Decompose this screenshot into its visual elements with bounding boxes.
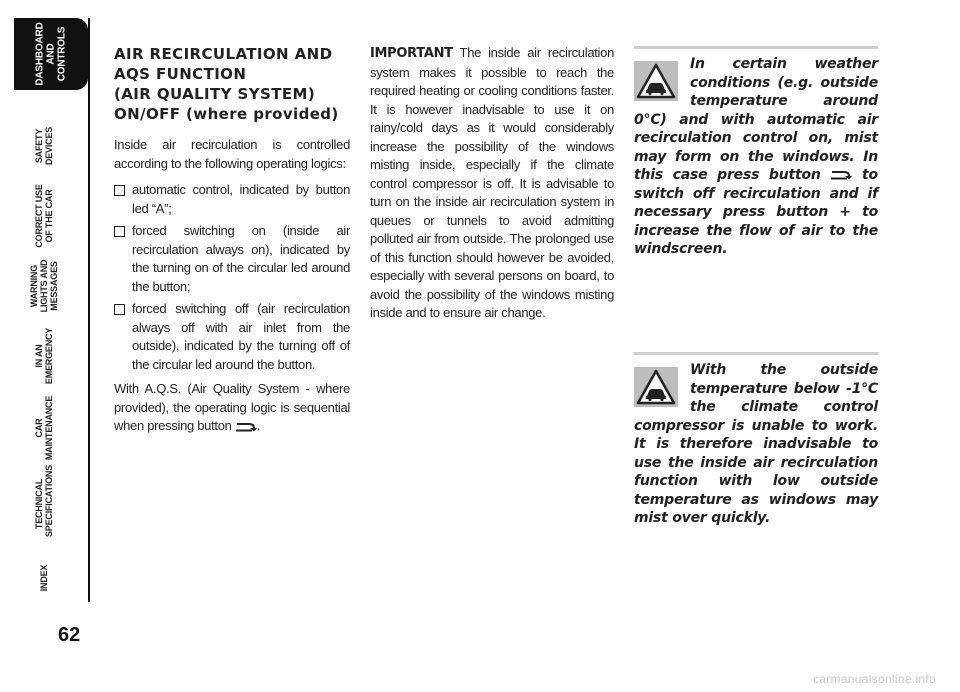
- title-line: AQS FUNCTION: [114, 65, 247, 83]
- checkbox-bullet-icon: [114, 185, 125, 196]
- tab-dashboard-and-controls[interactable]: [14, 18, 88, 90]
- tab-label: IN AN EMERGENCY: [34, 327, 54, 385]
- watermark: carmanualsonline.info: [812, 672, 936, 686]
- warning-box-compressor: [634, 352, 878, 528]
- tab-label: CORRECT USE OF THE CAR: [34, 184, 54, 248]
- tab-car-maintenance[interactable]: [0, 392, 88, 464]
- warning-text-a: In certain weather conditions (e.g. outside temperature around 0°C) and with automatic air recirculation control on, mist may form on the windows. In this case press button: [634, 56, 878, 183]
- list-item-text: forced switching on (inside air recirculation always on), indicated by the turning on of the circular led around the button;: [132, 223, 350, 294]
- section-tabs: [0, 0, 100, 692]
- tab-label: SAFETY DEVICES: [34, 126, 54, 166]
- aqs-end: .: [256, 418, 261, 433]
- checkbox-bullet-icon: [114, 226, 125, 237]
- tab-rail: [88, 18, 90, 602]
- warning-text: With the outside temperature below -1°C the climate control compressor is unable to work. It is therefore inadvisable to use the inside air recirculation function with low outside temperature as windows may mist over quickly.: [634, 362, 878, 526]
- tab-label: INDEX: [39, 564, 49, 592]
- tab-label: TECHNICAL SPECIFICATIONS: [34, 464, 54, 537]
- important-paragraph: [370, 44, 614, 323]
- tab-correct-use[interactable]: [0, 180, 88, 252]
- divider: [634, 352, 878, 355]
- title-line: (AIR QUALITY SYSTEM): [114, 85, 316, 103]
- section-title: [114, 44, 350, 124]
- column-important: [370, 44, 614, 331]
- title-line: ON/OFF (where provided): [114, 105, 339, 123]
- important-label: IMPORTANT: [370, 46, 453, 61]
- tab-label: CAR MAINTENANCE: [34, 395, 54, 461]
- tab-label: DASHBOARD AND CONTROLS: [34, 22, 68, 86]
- tab-index[interactable]: [0, 542, 88, 614]
- page-number: 62: [58, 624, 81, 646]
- tab-warning-lights[interactable]: [0, 250, 88, 322]
- column-recirculation: [114, 44, 350, 444]
- list-item: [114, 181, 350, 218]
- list-item-text: forced switching off (air recirculation always off with air inlet from the outside), indicated by the turning off of the circular led around the button.: [132, 301, 350, 372]
- operating-logic-list: [114, 181, 350, 374]
- tab-in-an-emergency[interactable]: [0, 320, 88, 392]
- intro-paragraph: Inside air recirculation is controlled according to the following operating logics:: [114, 137, 350, 171]
- recirculation-icon: [830, 170, 852, 180]
- tab-label: WARNING LIGHTS AND MESSAGES: [29, 259, 59, 313]
- important-text: The inside air recirculation system makes it possible to reach the required heating or cooling conditions faster. It is however inadvisable to use it on rainy/cold days as it would considerably increase the possibility of the windows misting inside, especially if the climate control compressor is off. It is advisable to turn on the inside air recirculation system in queues or tunnels to avoid admitting polluted air from outside. The prolonged use of this function should however be avoided, especially with several persons on board, to avoid the possibility of the windows misting inside and to ensure air change.: [370, 45, 615, 320]
- list-item-text: automatic control, indicated by button led “A”;: [132, 182, 350, 216]
- warning-text-b: to switch off recirculation and if necessary press button + to increase the flow of air to the windscreen.: [634, 167, 878, 257]
- list-item: [114, 222, 350, 296]
- warning-car-icon: [634, 61, 678, 101]
- divider: [634, 46, 878, 49]
- list-item: [114, 300, 350, 374]
- aqs-paragraph: [114, 380, 350, 436]
- tab-safety-devices[interactable]: [0, 110, 88, 182]
- title-line: AIR RECIRCULATION AND: [114, 45, 333, 63]
- checkbox-bullet-icon: [114, 304, 125, 315]
- warning-box-misting: [634, 46, 878, 259]
- tab-technical-specifications[interactable]: [0, 464, 88, 540]
- aqs-text: With A.Q.S. (Air Quality System - where provided), the operating logic is sequential when pressing button: [114, 381, 350, 433]
- recirculation-icon: [235, 422, 257, 432]
- warning-car-icon: [634, 367, 678, 407]
